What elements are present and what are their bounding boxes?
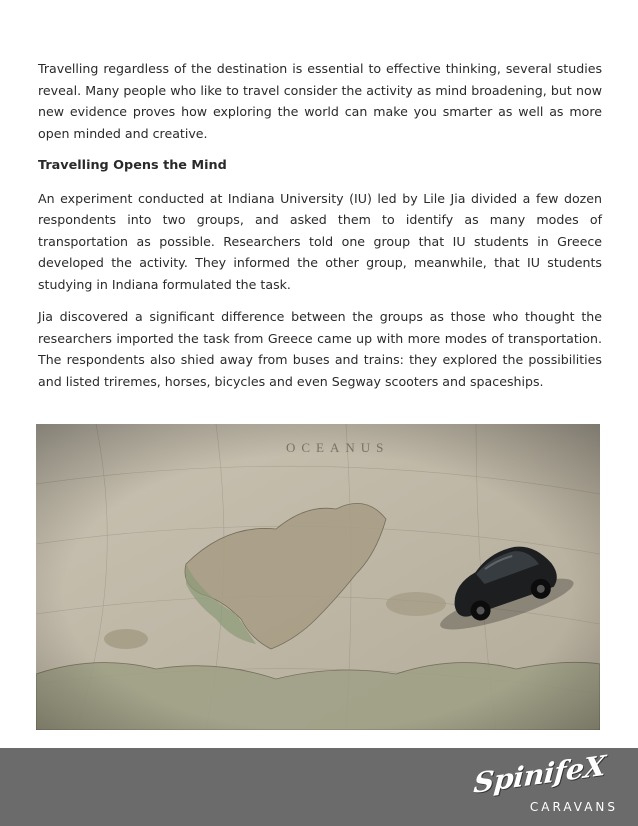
map-illustration [36,424,600,730]
logo-wordmark: SpinifeX [472,749,607,800]
brand-logo [472,749,618,818]
logo-subtitle: CARAVANS [529,800,618,814]
map-with-toy-car-photo [36,424,600,730]
section-heading: Travelling Opens the Mind [38,158,227,173]
article-body [38,58,602,403]
page-footer [0,748,638,826]
body-paragraph-2: Jia discovered a significant difference between the groups as those who thought the researchers imported the task from Greece came up with more modes of transportation. The respondents also shied away from buses and trains: they explored the possibilities and listed triremes, horses, bicycles and even Segway scooters and spaceships. [38,309,602,389]
body-paragraph-1: An experiment conducted at Indiana University (IU) led by Lile Jia divided a few dozen respondents into two groups, and asked them to identify as many modes of transportation as possible. Researchers told one group that IU students in Greece developed the activity. They informed the other group, meanwhile, that IU students studying in Indiana formulated the task. [38,190,602,292]
intro-paragraph: Travelling regardless of the destination is essential to effective thinking, several studies reveal. Many people who like to travel consider the activity as mind broadening, but now new evidence proves how exploring the world can make you smarter as well as more open minded and creative. [38,61,602,141]
